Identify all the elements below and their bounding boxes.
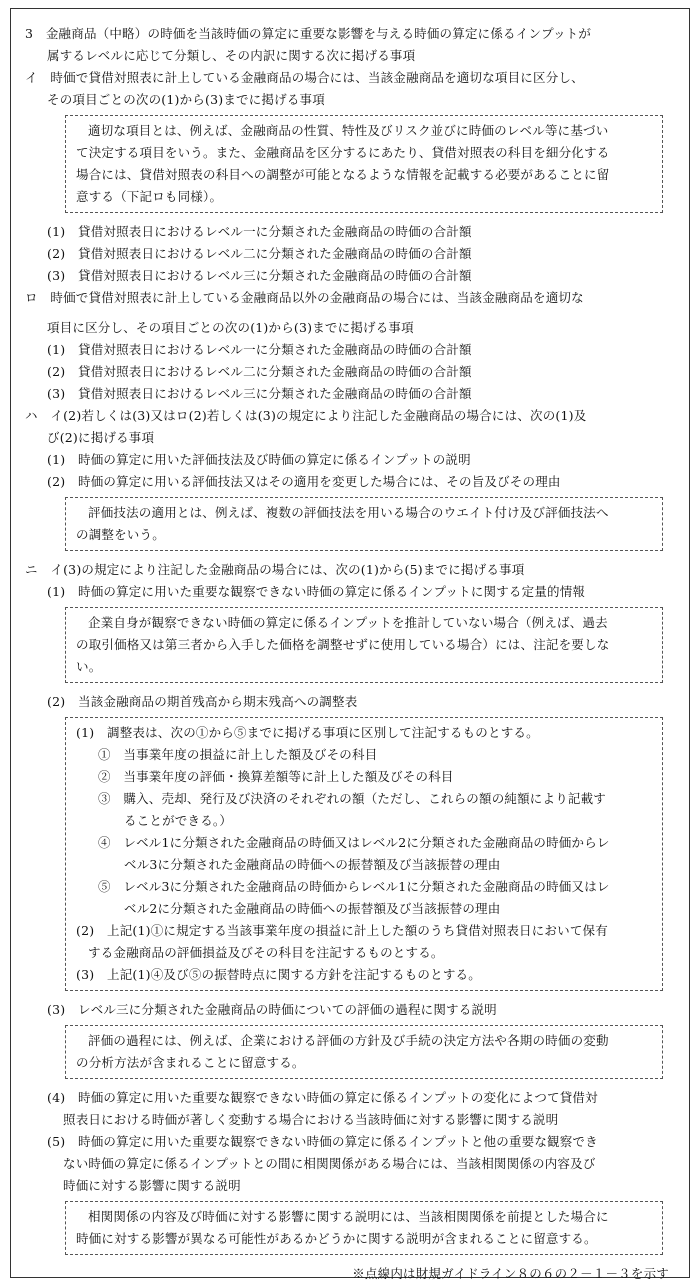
note-box-1 (65, 115, 663, 213)
note-line: ベル3に分類された金融商品の時価への振替額及び当該振替の理由 (124, 857, 501, 872)
section-title: 3 金融商品（中略）の時価を当該時価の算定に重要な影響を与える時価の算定に係るインプットが (25, 26, 592, 41)
note-line: 意する（下記ロも同様）。 (76, 189, 223, 204)
note-box-4 (65, 717, 663, 991)
item-ni-1: (1) 時価の算定に用いた重要な観察できない時価の算定に係るインプットに関する定量的情報 (47, 584, 586, 599)
page-frame (10, 8, 690, 1281)
item-ro-2: (2) 貸借対照表日におけるレベル二に分類された金融商品の時価の合計額 (47, 364, 472, 379)
item-ha-heading-cont: び(2)に掲げる事項 (47, 430, 155, 445)
item-i-1: (1) 貸借対照表日におけるレベル一に分類された金融商品の時価の合計額 (47, 224, 472, 239)
item-ha-1: (1) 時価の算定に用いた評価技法及び時価の算定に係るインプットの説明 (47, 452, 471, 467)
note-line: ② 当事業年度の評価・換算差額等に計上した額及びその科目 (98, 769, 454, 784)
note-line: する金融商品の評価損益及びその科目を注記するものとする。 (88, 945, 444, 960)
item-ro-heading-cont: 項目に区分し、その項目ごとの次の(1)から(3)までに掲げる事項 (47, 320, 414, 335)
note-line: ③ 購入、売却、発行及び決済のそれぞれの額（ただし、これらの額の純額により記載す (98, 791, 607, 806)
item-ro-heading: ロ 時価で貸借対照表に計上している金融商品以外の金融商品の場合には、当該金融商品を適切な (25, 290, 584, 305)
note-line: (2) 上記(1)①に規定する当該事業年度の損益に計上した額のうち貸借対照表日において保有 (76, 923, 608, 938)
item-i-2: (2) 貸借対照表日におけるレベル二に分類された金融商品の時価の合計額 (47, 246, 472, 261)
item-ni-2: (2) 当該金融商品の期首残高から期末残高への調整表 (47, 694, 358, 709)
document-body (25, 23, 689, 1285)
note-box-6 (65, 1201, 663, 1255)
item-ha-2: (2) 時価の算定に用いる評価技法又はその適用を変更した場合には、その旨及びその理由 (47, 474, 561, 489)
footer-note: ※点線内は財規ガイドライン８の６の２－１－３を示す (352, 1266, 669, 1281)
section-title-cont: 属するレベルに応じて分類し、その内訳に関する次に掲げる事項 (47, 48, 416, 63)
note-box-2 (65, 497, 663, 551)
note-line: の調整をいう。 (76, 527, 165, 542)
note-line: て決定する項目をいう。また、金融商品を区分するにあたり、貸借対照表の科目を細分化する (76, 145, 610, 160)
item-ro-3: (3) 貸借対照表日におけるレベル三に分類された金融商品の時価の合計額 (47, 386, 472, 401)
item-ni-heading: ニ イ(3)の規定により注記した金融商品の場合には、次の(1)から(5)までに掲げる事項 (25, 562, 525, 577)
note-line: ベル2に分類された金融商品の時価への振替額及び当該振替の理由 (124, 901, 501, 916)
item-ni-4-cont: 照表日における時価が著しく変動する場合における当該時価に対する影響に関する説明 (63, 1112, 559, 1127)
note-line: ⑤ レベル3に分類された金融商品の時価からレベル1に分類された金融商品の時価又はレ (98, 879, 610, 894)
note-box-3 (65, 607, 663, 683)
note-line: ④ レベル1に分類された金融商品の時価又はレベル2に分類された金融商品の時価からレ (98, 835, 610, 850)
note-line: 評価の過程には、例えば、企業における評価の方針及び手続の決定方法や各期の時価の変動 (88, 1033, 609, 1048)
note-box-5 (65, 1025, 663, 1079)
note-line: 相関関係の内容及び時価に対する影響に関する説明には、当該相関関係を前提とした場合に (88, 1209, 609, 1224)
note-line: 企業自身が観察できない時価の算定に係るインプットを推計していない場合（例えば、過去 (88, 615, 608, 630)
note-line: い。 (76, 659, 102, 674)
item-ni-4: (4) 時価の算定に用いた重要な観察できない時価の算定に係るインプットの変化によつて貸借対 (47, 1090, 598, 1105)
item-ro-1: (1) 貸借対照表日におけるレベル一に分類された金融商品の時価の合計額 (47, 342, 472, 357)
note-line: (3) 上記(1)④及び⑤の振替時点に関する方針を注記するものとする。 (76, 967, 481, 982)
note-line: (1) 調整表は、次の①から⑤までに掲げる事項に区別して注記するものとする。 (76, 725, 539, 740)
item-ni-5: (5) 時価の算定に用いた重要な観察できない時価の算定に係るインプットと他の重要な観察でき (47, 1134, 598, 1149)
note-line: の取引価格又は第三者から入手した価格を調整せずに使用している場合）には、注記を要しな (76, 637, 610, 652)
note-line: 場合には、貸借対照表の科目への調整が可能となるような情報を記載する必要があることに留 (76, 167, 610, 182)
item-i-heading: イ 時価で貸借対照表に計上している金融商品の場合には、当該金融商品を適切な項目に区分し、 (25, 70, 584, 85)
item-ha-heading: ハ イ(2)若しくは(3)又はロ(2)若しくは(3)の規定により注記した金融商品の場合には、次の(1)及 (25, 408, 587, 423)
item-ni-5-cont: ない時価の算定に係るインプットとの間に相関関係がある場合には、当該相関関係の内容及び (63, 1156, 596, 1171)
note-line: 評価技法の適用とは、例えば、複数の評価技法を用いる場合のウエイト付け及び評価技法へ (88, 505, 609, 520)
note-line: 時価に対する影響が異なる可能性があるかどうかに関する説明が含まれることに留意する。 (76, 1231, 597, 1246)
note-line: ることができる。） (124, 813, 233, 828)
item-i-3: (3) 貸借対照表日におけるレベル三に分類された金融商品の時価の合計額 (47, 268, 472, 283)
note-line: 適切な項目とは、例えば、金融商品の性質、特性及びリスク並びに時価のレベル等に基づい (88, 123, 609, 138)
item-ni-3: (3) レベル三に分類された金融商品の時価についての評価の過程に関する説明 (47, 1002, 497, 1017)
item-ni-5-cont: 時価に対する影響に関する説明 (63, 1178, 241, 1193)
note-line: ① 当事業年度の損益に計上した額及びその科目 (98, 747, 378, 762)
item-i-heading-cont: その項目ごとの次の(1)から(3)までに掲げる事項 (47, 92, 325, 107)
note-line: の分析方法が含まれることに留意する。 (76, 1055, 305, 1070)
